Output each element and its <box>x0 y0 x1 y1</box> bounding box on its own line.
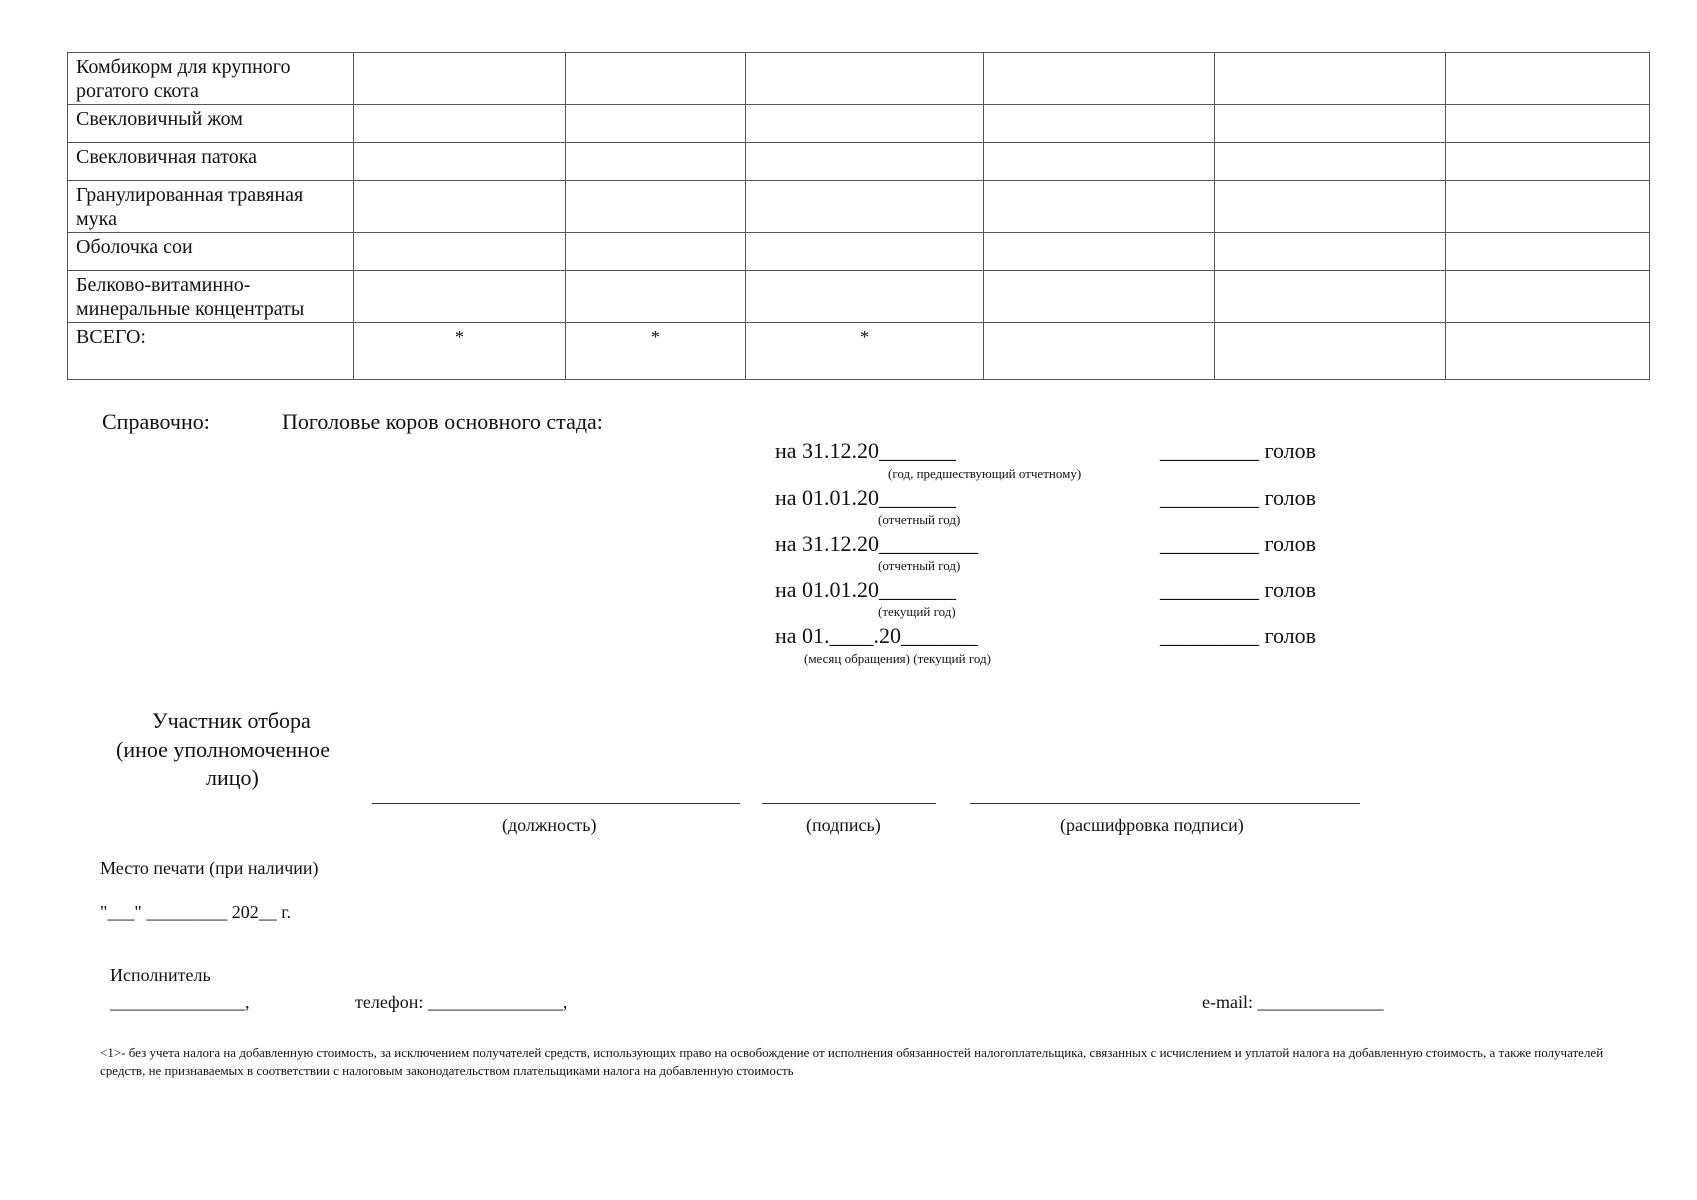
table-row <box>68 323 1650 380</box>
table-cell[interactable] <box>984 53 1215 105</box>
table-cell[interactable] <box>354 233 566 271</box>
reference-date: на 01.01.20_______ <box>775 577 957 602</box>
table-cell[interactable] <box>354 181 566 233</box>
table-cell[interactable] <box>1446 233 1650 271</box>
reference-note: (отчетный год) <box>878 512 961 527</box>
reference-unit: _________ голов <box>1160 485 1317 510</box>
table-cell[interactable] <box>746 53 984 105</box>
table-cell[interactable] <box>566 143 746 181</box>
feed-name-cell: Белково-витаминно-минеральные концентраты <box>68 271 354 323</box>
reference-unit: _________ голов <box>1160 531 1317 556</box>
table-cell[interactable] <box>984 233 1215 271</box>
feed-name-cell: Оболочка сои <box>68 233 354 271</box>
position-line <box>372 803 740 804</box>
table-cell[interactable]: * <box>566 323 746 380</box>
table-cell[interactable] <box>746 143 984 181</box>
feed-name-cell: Гранулированная травяная мука <box>68 181 354 233</box>
signature-caption: (подпись) <box>806 815 881 835</box>
signature-decode-caption: (расшифровка подписи) <box>1060 815 1244 835</box>
table-cell[interactable] <box>354 271 566 323</box>
table-cell[interactable] <box>354 143 566 181</box>
table-row <box>68 53 1650 105</box>
feed-table <box>67 52 1650 380</box>
table-row <box>68 181 1650 233</box>
table-cell[interactable] <box>984 323 1215 380</box>
reference-date: на 31.12.20_________ <box>775 531 979 556</box>
signature-line <box>762 803 936 804</box>
table-cell[interactable] <box>1215 233 1446 271</box>
table-cell[interactable] <box>1446 105 1650 143</box>
reference-heading: Поголовье коров основного стада: <box>282 409 603 434</box>
table-cell[interactable] <box>1446 271 1650 323</box>
executor-label: Исполнитель <box>110 965 211 985</box>
table-row <box>68 143 1650 181</box>
executor-phone: телефон: _______________, <box>355 992 568 1012</box>
reference-label: Справочно: <box>102 409 210 434</box>
reference-unit: _________ голов <box>1160 623 1317 648</box>
table-cell[interactable] <box>1446 143 1650 181</box>
table-row <box>68 233 1650 271</box>
table-cell[interactable] <box>566 105 746 143</box>
table-cell[interactable] <box>1446 323 1650 380</box>
participant-label: Участник отбора <box>152 708 311 733</box>
table-cell[interactable] <box>1215 105 1446 143</box>
table-cell[interactable] <box>984 181 1215 233</box>
feed-name-cell: Свекловичная патока <box>68 143 354 181</box>
table-cell[interactable] <box>1446 53 1650 105</box>
table-cell[interactable] <box>566 53 746 105</box>
table-row <box>68 271 1650 323</box>
reference-unit: _________ голов <box>1160 438 1317 463</box>
table-cell[interactable] <box>746 271 984 323</box>
reference-unit: _________ голов <box>1160 577 1317 602</box>
table-cell[interactable]: * <box>746 323 984 380</box>
stamp-label: Место печати (при наличии) <box>100 858 319 878</box>
table-cell[interactable] <box>354 105 566 143</box>
table-cell[interactable] <box>984 271 1215 323</box>
table-cell[interactable] <box>1215 323 1446 380</box>
table-cell[interactable] <box>984 105 1215 143</box>
participant-label: лицо) <box>206 765 259 790</box>
feed-name-cell: Комбикорм для крупного рогатого скота <box>68 53 354 105</box>
table-cell[interactable] <box>1215 143 1446 181</box>
position-caption: (должность) <box>502 815 597 835</box>
reference-note: (отчетный год) <box>878 558 961 573</box>
table-cell[interactable] <box>1215 53 1446 105</box>
table-cell[interactable] <box>1446 181 1650 233</box>
table-cell[interactable] <box>1215 181 1446 233</box>
table-cell[interactable] <box>1215 271 1446 323</box>
date-field: "___" _________ 202__ г. <box>100 902 292 922</box>
table-cell[interactable] <box>746 181 984 233</box>
reference-date: на 31.12.20_______ <box>775 438 957 463</box>
executor-name-field: _______________, <box>110 992 250 1012</box>
table-cell[interactable] <box>566 271 746 323</box>
table-cell[interactable]: * <box>354 323 566 380</box>
reference-note: (текущий год) <box>878 604 956 619</box>
executor-email: e-mail: ______________ <box>1202 992 1384 1012</box>
table-cell[interactable] <box>746 105 984 143</box>
feed-name-cell: ВСЕГО: <box>68 323 354 380</box>
table-row <box>68 105 1650 143</box>
feed-name-cell: Свекловичный жом <box>68 105 354 143</box>
table-cell[interactable] <box>566 233 746 271</box>
reference-date: на 01.____.20_______ <box>775 623 979 648</box>
table-cell[interactable] <box>984 143 1215 181</box>
reference-note: (месяц обращения) (текущий год) <box>804 651 991 666</box>
table-cell[interactable] <box>566 181 746 233</box>
participant-label: (иное уполномоченное <box>116 737 330 762</box>
reference-date: на 01.01.20_______ <box>775 485 957 510</box>
table-cell[interactable] <box>354 53 566 105</box>
table-cell[interactable] <box>746 233 984 271</box>
footnote: <1>- без учета налога на добавленную стоимость, за исключением получателей средств, использующих право на освобождение от исполнения обязанностей налогоплательщика, связанных с исчислением и уплатой налога на добавленную стоимость, а также получателей средств, не признаваемых в соответствии с налоговым законодательством плательщиками налога на добавленную стоимость <box>100 1045 1604 1078</box>
reference-note: (год, предшествующий отчетному) <box>888 466 1082 481</box>
signature-decode-line <box>970 803 1360 804</box>
